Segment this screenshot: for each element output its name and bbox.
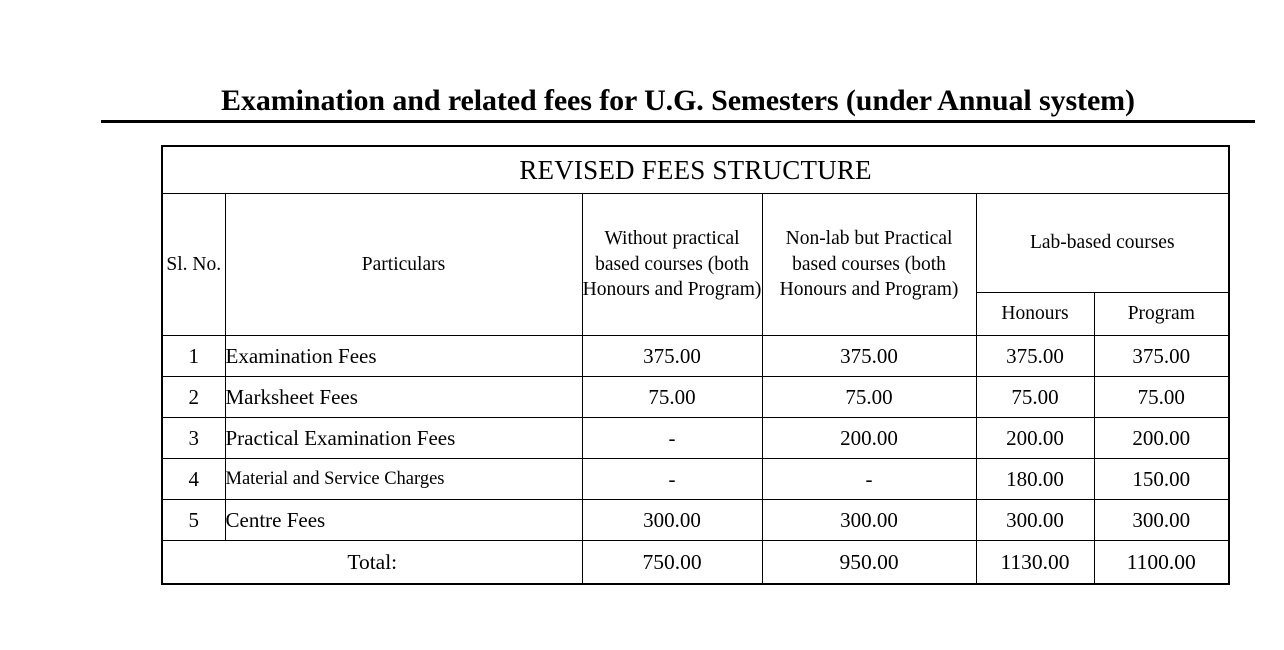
total-without-practical: 750.00 [582, 541, 762, 585]
header-particulars: Particulars [225, 194, 582, 336]
header-sl-no: Sl. No. [162, 194, 225, 336]
row-particulars: Marksheet Fees [225, 377, 582, 418]
row-without-practical: 300.00 [582, 500, 762, 541]
table-row [162, 377, 1229, 418]
row-without-practical: 75.00 [582, 377, 762, 418]
table-banner-row [162, 146, 1229, 194]
row-lab-program: 375.00 [1094, 336, 1229, 377]
table-row [162, 418, 1229, 459]
table-row [162, 459, 1229, 500]
row-lab-honours: 200.00 [976, 418, 1094, 459]
table-total-row [162, 541, 1229, 585]
row-particulars: Practical Examination Fees [225, 418, 582, 459]
row-lab-program: 75.00 [1094, 377, 1229, 418]
table-banner-title: REVISED FEES STRUCTURE [162, 146, 1229, 194]
row-lab-honours: 75.00 [976, 377, 1094, 418]
row-without-practical: - [582, 418, 762, 459]
header-lab-program: Program [1094, 293, 1229, 336]
row-non-lab-practical: 375.00 [762, 336, 976, 377]
table-header-row [162, 194, 1229, 293]
header-lab-honours: Honours [976, 293, 1094, 336]
total-lab-honours: 1130.00 [976, 541, 1094, 585]
row-sl-no: 4 [162, 459, 225, 500]
row-particulars: Material and Service Charges [225, 459, 582, 500]
row-sl-no: 1 [162, 336, 225, 377]
total-non-lab-practical: 950.00 [762, 541, 976, 585]
row-lab-program: 150.00 [1094, 459, 1229, 500]
row-non-lab-practical: 75.00 [762, 377, 976, 418]
row-sl-no: 2 [162, 377, 225, 418]
header-lab-based-courses: Lab-based courses [976, 194, 1229, 293]
row-without-practical: 375.00 [582, 336, 762, 377]
row-non-lab-practical: 200.00 [762, 418, 976, 459]
row-particulars: Centre Fees [225, 500, 582, 541]
row-particulars: Examination Fees [225, 336, 582, 377]
row-lab-program: 300.00 [1094, 500, 1229, 541]
row-lab-honours: 180.00 [976, 459, 1094, 500]
header-without-practical-based-courses: Without practical based courses (both Honours and Program) [582, 194, 762, 336]
fees-table-container [161, 145, 1228, 585]
total-lab-program: 1100.00 [1094, 541, 1229, 585]
table-row [162, 500, 1229, 541]
row-sl-no: 5 [162, 500, 225, 541]
page-title: Examination and related fees for U.G. Semesters (under Annual system) [101, 84, 1255, 123]
row-lab-honours: 300.00 [976, 500, 1094, 541]
row-non-lab-practical: - [762, 459, 976, 500]
total-label: Total: [162, 541, 582, 585]
row-non-lab-practical: 300.00 [762, 500, 976, 541]
table-row [162, 336, 1229, 377]
row-sl-no: 3 [162, 418, 225, 459]
row-lab-honours: 375.00 [976, 336, 1094, 377]
row-without-practical: - [582, 459, 762, 500]
row-lab-program: 200.00 [1094, 418, 1229, 459]
revised-fees-structure-table [161, 145, 1230, 585]
header-non-lab-practical-based-courses: Non-lab but Practical based courses (both Honours and Program) [762, 194, 976, 336]
